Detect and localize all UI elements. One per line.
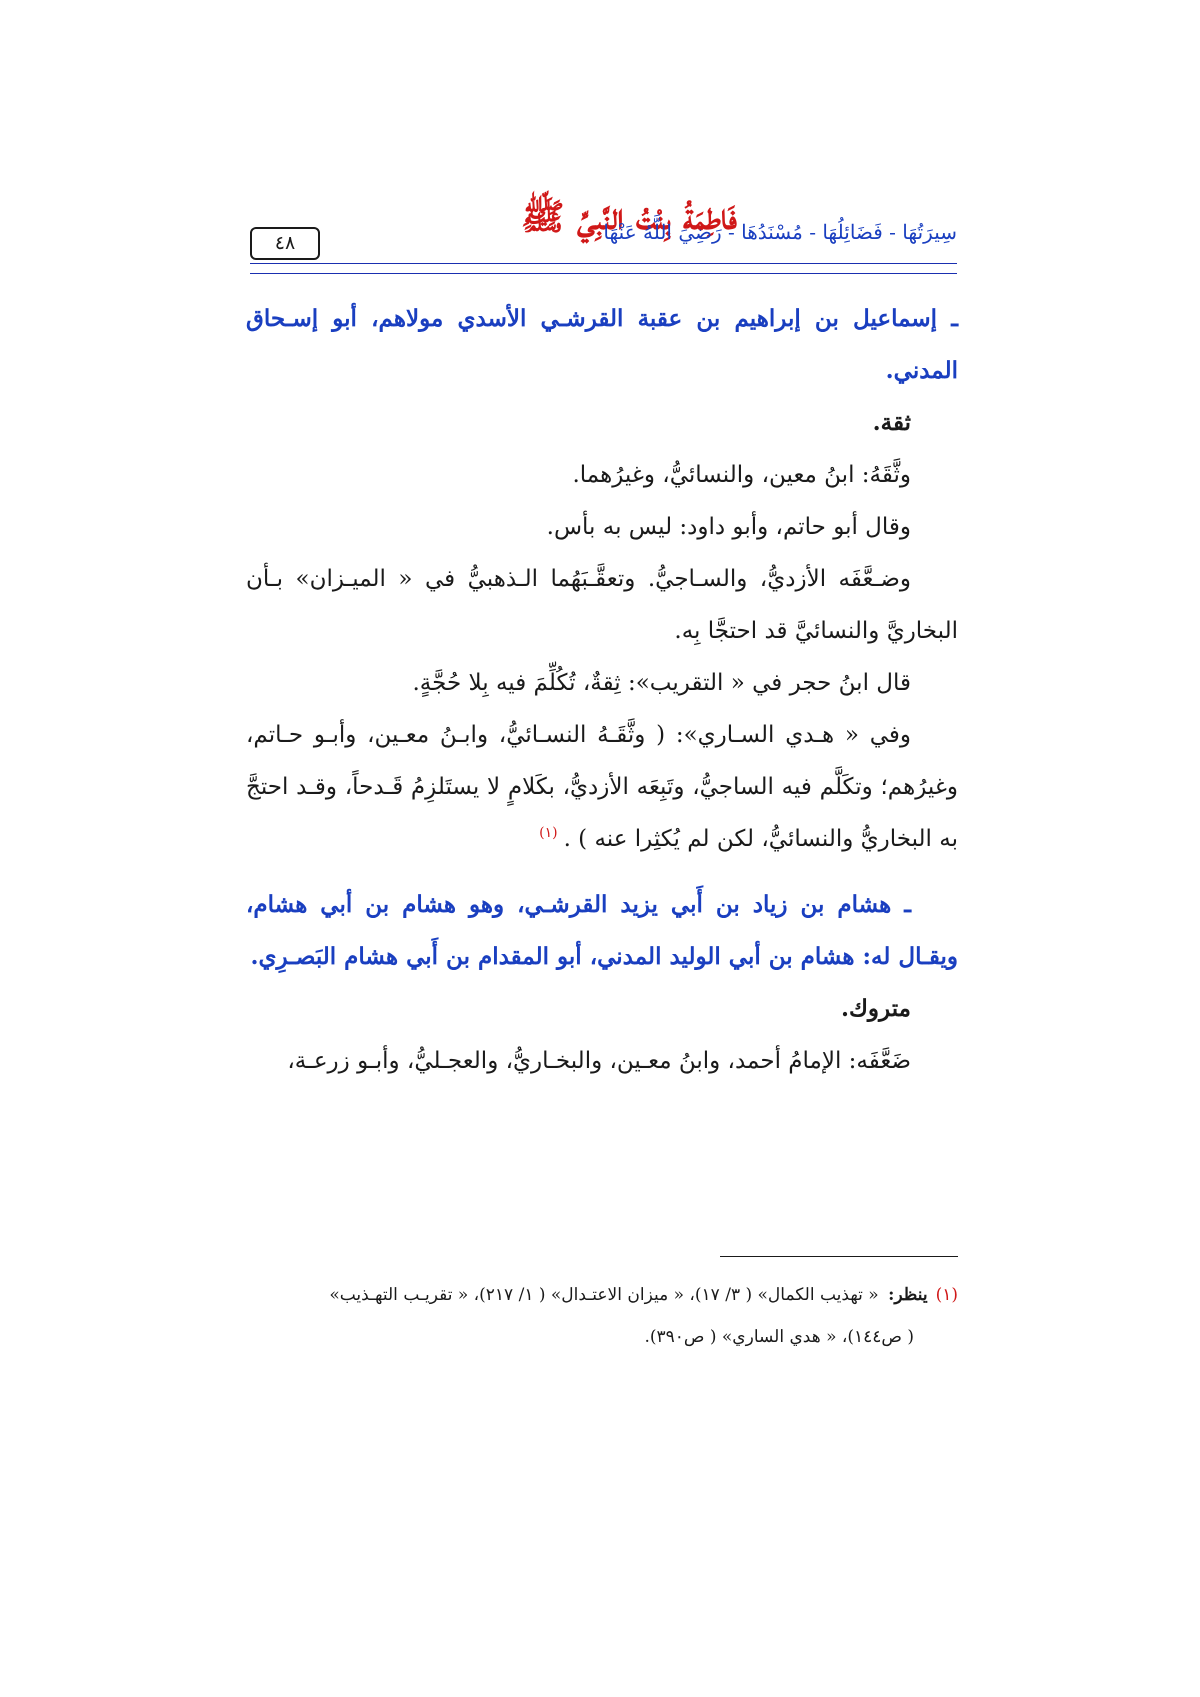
footnote-lead: ينظر:: [888, 1285, 928, 1305]
narrator-verdict-thiqa: ثقة.: [872, 409, 911, 436]
narrator-entry-ismail: ـ إسماعيل بن إبراهيم بن عقبة القرشـي الأسدي مولاهم، أبو إسـحاق المدني.: [246, 305, 958, 384]
footnote-text: « تهذيب الكمال» ( ٣/ ١٧)، « ميزان الاعتـدال» ( ١/ ٢١٧)، « تقريـب التهـذيب»: [329, 1285, 879, 1305]
page-number: ٤٨: [250, 227, 320, 260]
paragraph-hady-al-sari-text: وفي « هـدي السـاري»: ( وثَّقَـهُ النسـائيُّ، وابـنُ معـين، وأبـو حـاتم، وغيرُهم؛ وتكَلَّم فيه الساجيُّ، وتَبِعَه الأزديُّ، بكَلامٍ لا يستَلزِمُ قَـدحاً، وقـد احتجَّ به البخاريُّ والنسائيُّ، لكن لم يُكثِرا عنه ) .: [246, 722, 958, 852]
paragraph-taqrib: قال ابنُ حجر في « التقريب»: ثِقةٌ، تُكُلِّمَ فيه بِلا حُجَّةٍ.: [412, 670, 911, 696]
paragraph-hady-al-sari: [246, 709, 958, 865]
narrator-verdict-matruk: متروك.: [840, 995, 911, 1022]
footnote-separator: [720, 1256, 958, 1257]
main-text: [246, 293, 958, 1087]
narrator-entry-hisham: ـ هشام بن زياد بن أَبي يزيد القرشـي، وهو هشام بن أبي هشام، ويقـال له: هشام بن أبي الوليد المدني، أبو المقدام بن أَبي هشام البَصـرِي.: [246, 891, 958, 970]
footnote-continuation: ( ص١٤٤)، « هدي الساري» ( ص٣٩٠).: [644, 1327, 914, 1347]
section-gap: [246, 865, 958, 879]
footnote-marker[interactable]: (١): [539, 825, 558, 842]
running-header: [250, 196, 957, 266]
paragraph-tad'if-hisham: ضَعَّفَه: الإمامُ أحمد، وابنُ معـين، والبخـاريُّ، والعجـليُّ، وأبـو زرعـة،: [287, 1048, 911, 1074]
book-title: فَاطِمَةُ بِنْتُ النَّبِيِّ ﷺ: [521, 196, 737, 238]
header-double-rule: [250, 263, 957, 274]
footnote-item: [246, 1274, 958, 1316]
book-subtitle: سِيرَتُهَا - فَضَائِلُهَا - مُسْنَدُهَا - رَضِيَ اللَّهُ عَنْهَا: [603, 220, 957, 244]
paragraph-abu-hatim: وقال أبو حاتم، وأبو داود: ليس به بأس.: [546, 514, 911, 540]
footnote-number: (١): [935, 1285, 958, 1305]
footnotes: [246, 1274, 958, 1358]
paragraph-tawthiq: وثَّقَهُ: ابنُ معين، والنسائيُّ، وغيرُهما.: [572, 462, 911, 488]
paragraph-tad'if: وضـعَّفَه الأزديُّ، والسـاجيُّ. وتعقَّـبَهُما الـذهبيُّ في « الميـزان» بـأن البخاريَّ والنسائيَّ قد احتجَّا بِه.: [246, 566, 958, 644]
